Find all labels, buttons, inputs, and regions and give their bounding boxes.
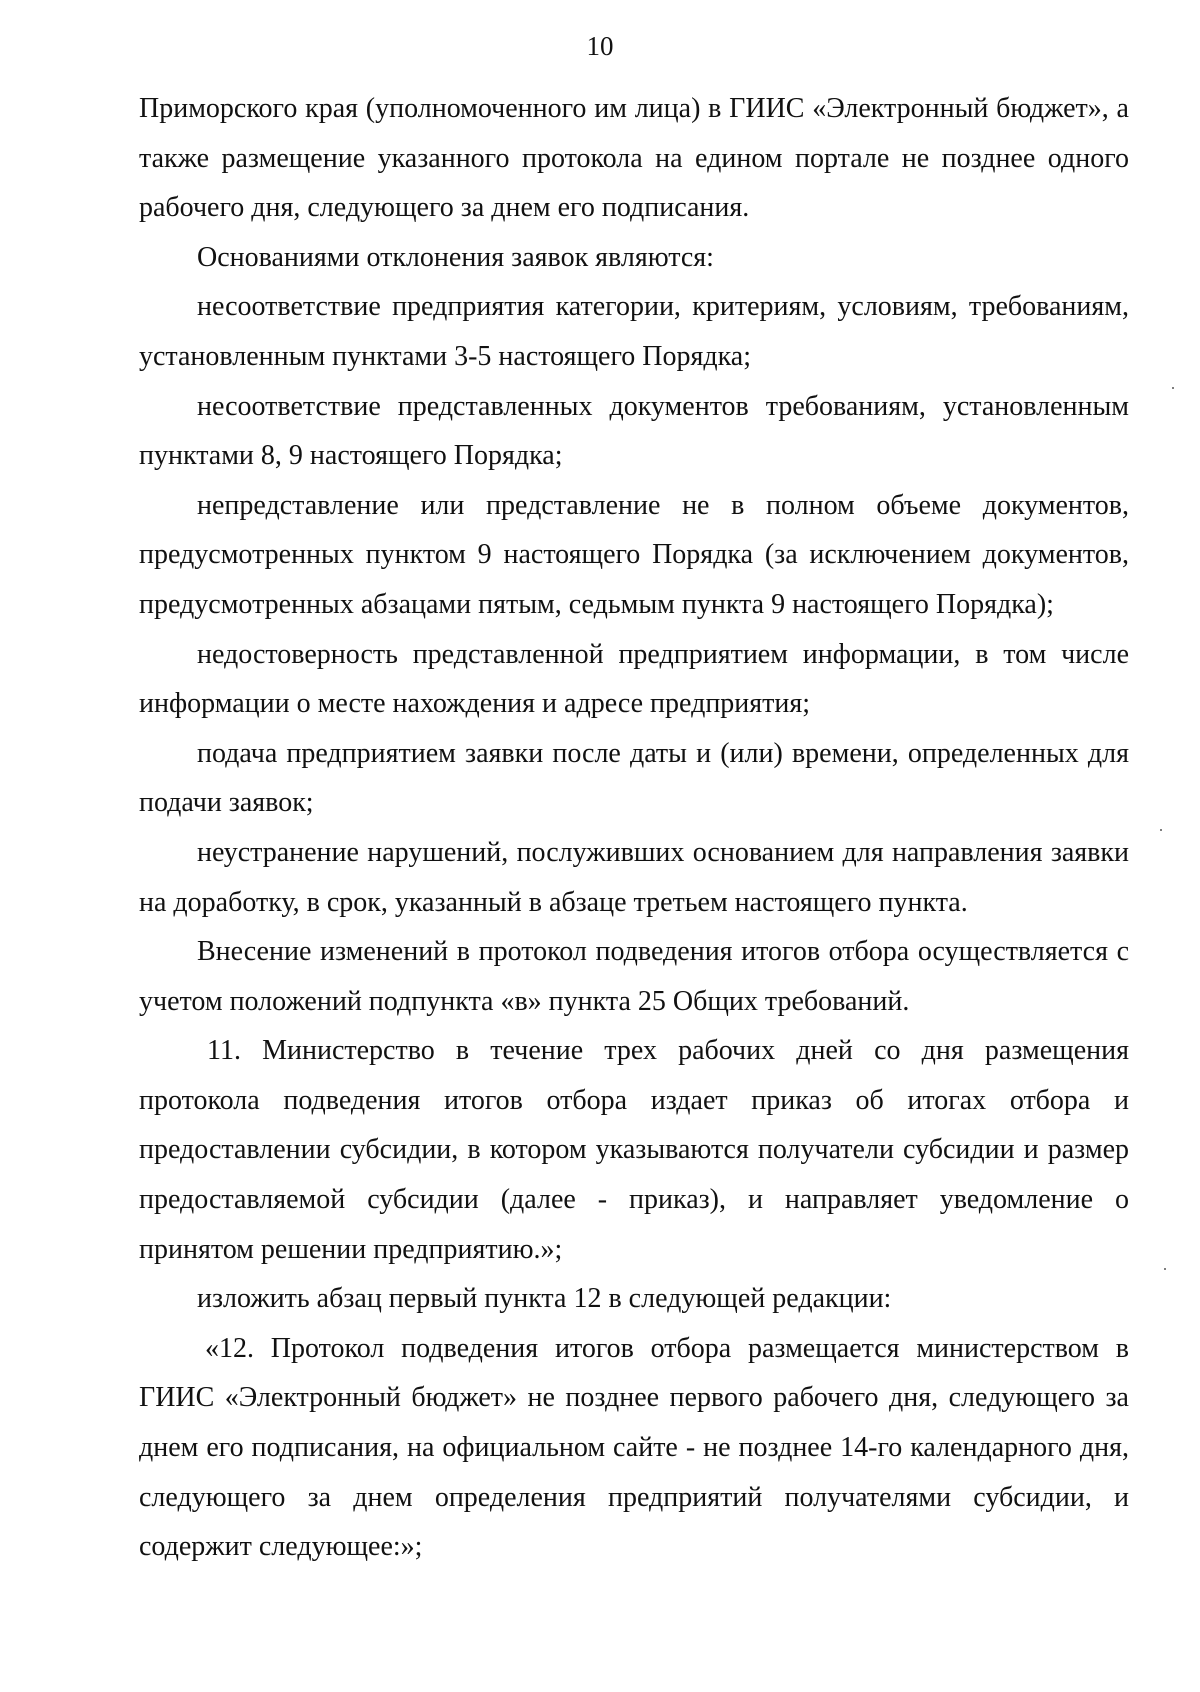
scan-speck xyxy=(1164,1268,1166,1270)
paragraph-item-12: «12. Протокол подведения итогов отбора размещается министерством в ГИИС «Электронный бюджет» не позднее первого рабочего дня, следующего за днем его подписания, на официальном сайте - не позднее 14-го календарного дня, следующего за днем определения предприятий получателями субсидии, и содержит следующее:»; xyxy=(139,1332,1129,1563)
paragraph-ground-documents-missing: непредставление или представление не в полном объеме документов, предусмотренных пунктом 9 настоящего Порядка (за исключением документов, предусмотренных абзацами пятым, седьмым пункта 9 настоящего Порядка); xyxy=(139,489,1129,620)
paragraph-ground-noncompliance-category: несоответствие предприятия категории, критериям, условиям, требованиям, установленным пунктами 3-5 настоящего Порядка; xyxy=(139,291,1129,372)
scan-speck xyxy=(1160,829,1162,831)
paragraph-ground-late-submission: подача предприятием заявки после даты и (или) времени, определенных для подачи заявок; xyxy=(139,737,1129,819)
paragraph-continuation: Приморского края (уполномоченного им лица) в ГИИС «Электронный бюджет», а также размещение указанного протокола на едином портале не позднее одного рабочего дня, следующего за днем его подписания. xyxy=(139,93,1129,224)
paragraph-ground-false-information: недостоверность представленной предприятием информации, в том числе информации о месте нахождения и адресе предприятия; xyxy=(139,638,1129,720)
page-number: 10 xyxy=(586,31,614,61)
paragraph-ground-documents-noncompliance: несоответствие представленных документов требованиям, установленным пунктами 8, 9 настоящего Порядка; xyxy=(139,390,1129,472)
paragraph-ground-unremedied-violations: неустранение нарушений, послуживших основанием для направления заявки на доработку, в срок, указанный в абзаце третьем настоящего пункта. xyxy=(139,836,1129,918)
paragraph-item-11: 11. Министерство в течение трех рабочих дней со дня размещения протокола подведения итогов отбора издает приказ об итогах отбора и предоставлении субсидии, в котором указываются получатели субсидии и размер предоставляемой субсидии (далее - приказ), и направляет уведомление о принятом решении предприятию.»; xyxy=(139,1035,1129,1265)
paragraph-amend-item-12: изложить абзац первый пункта 12 в следующей редакции: xyxy=(197,1283,892,1315)
scan-speck xyxy=(1172,387,1174,389)
paragraph-rejection-grounds-intro: Основаниями отклонения заявок являются: xyxy=(197,241,714,273)
document-body xyxy=(139,84,1129,1572)
paragraph-protocol-amendments: Внесение изменений в протокол подведения итогов отбора осуществляется с учетом положений подпункта «в» пункта 25 Общих требований. xyxy=(139,936,1129,1017)
